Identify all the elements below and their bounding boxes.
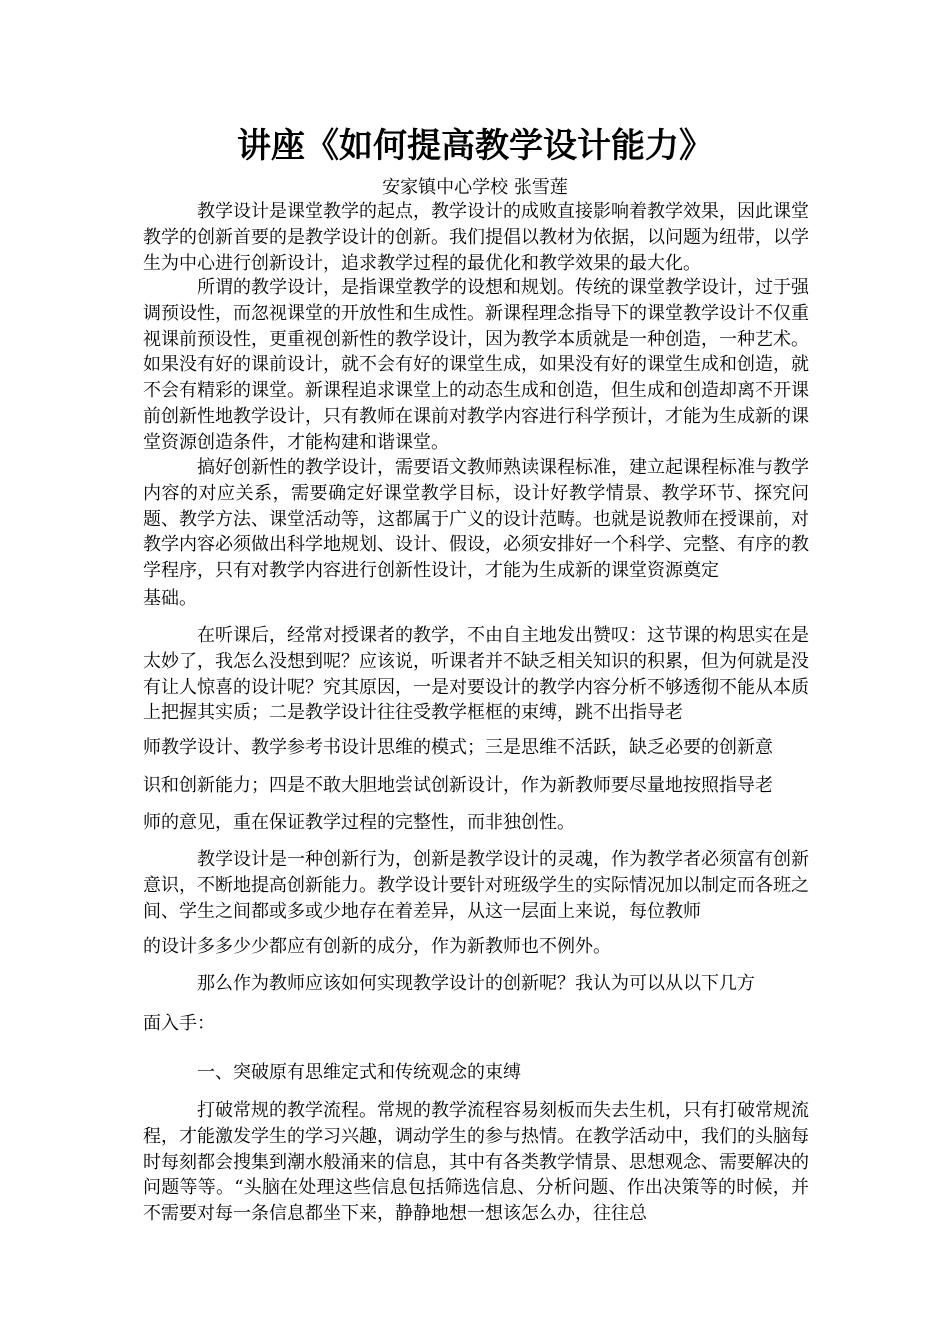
paragraph-5-line-4: 的设计多多少少都应有创新的成分，作为新教师也不例外。 <box>143 936 611 957</box>
paragraph-2: 所谓的教学设计，是指课堂教学的设想和规划。传统的课堂教学设计，过于强调预设性，而忽视课堂的开放性和生成性。新课程理念指导下的课堂教学设计不仅重视课前预设性，更重视创新性的教学设计，因为教学本质就是一种创造，一种艺术。如果没有好的课前设计，就不会有好的课堂生成，如果没有好的课堂生成和创造，就不会有精彩的课堂。新课程追求课堂上的动态生成和创造，但生成和创造却离不开课前创新性地教学设计，只有教师在课前对教学内容进行科学预计，才能为生成新的课堂资源创造条件，才能构建和谐课堂。 <box>143 277 809 453</box>
paragraph-3: 搞好创新性的教学设计，需要语文教师熟读课程标准，建立起课程标准与教学内容的对应关系，需要确定好课堂教学目标，设计好教学情景、教学环节、探究问题、教学方法、课堂活动等，这都属于广义的设计范畴。也就是说教师在授课前，对教学内容必须做出科学地规划、设计、假设，必须安排好一个科学、完整、有序的教学程序，只有对教学内容进行创新性设计，才能为生成新的课堂资源奠定 <box>143 457 809 582</box>
paragraph-6-line-2: 面入手： <box>143 1013 215 1034</box>
document-title: 讲座《如何提高教学设计能力》 <box>237 126 713 166</box>
paragraph-4-line-6: 识和创新能力；四是不敢大胆地尝试创新设计，作为新教师要尽量地按照指导老 <box>143 775 773 796</box>
paragraph-7: 打破常规的教学流程。常规的教学流程容易刻板而失去生机，只有打破常规流程，才能激发学生的学习兴趣，调动学生的参与热情。在教学活动中，我们的头脑每时每刻都会搜集到潮水般涌来的信息，其中有各类教学情景、思想观念、需要解决的问题等等。“头脑在处理这些信息包括筛选信息、分析问题、作出决策等的时候，并不需要对每一条信息都坐下来，静静地想一想该怎么办，往往总 <box>143 1100 809 1225</box>
paragraph-3-end: 基础。 <box>143 588 197 609</box>
paragraph-1: 教学设计是课堂教学的起点，教学设计的成败直接影响着教学效果，因此课堂教学的创新首要的是教学设计的创新。我们提倡以教材为依据，以问题为纽带，以学生为中心进行创新设计，追求教学过程的最优化和教学效果的最大化。 <box>143 201 809 274</box>
paragraph-6: 那么作为教师应该如何实现教学设计的创新呢？我认为可以从以下几方 <box>197 973 755 994</box>
paragraph-5: 教学设计是一种创新行为，创新是教学设计的灵魂，作为教学者必须富有创新意识，不断地提高创新能力。教学设计要针对班级学生的实际情况加以制定而各班之间、学生之间都或多或少地存在着差异，从这一层面上来说，每位教师 <box>143 849 809 922</box>
author-line: 安家镇中心学校 张雪莲 <box>382 177 568 198</box>
paragraph-4-line-5: 师教学设计、教学参考书设计思维的模式；三是思维不活跃，缺乏必要的创新意 <box>143 737 773 758</box>
paragraph-4: 在听课后，经常对授课者的教学，不由自主地发出赞叹：这节课的构思实在是太妙了，我怎么没想到呢？应该说，听课者并不缺乏相关知识的积累，但为何就是没有让人惊喜的设计呢？究其原因，一是对要设计的教学内容分析不够透彻不能从本质上把握其实质；二是教学设计往往受教学框框的束缚，跳不出指导老 <box>143 625 809 724</box>
paragraph-4-line-7: 师的意见，重在保证教学过程的完整性，而非独创性。 <box>143 812 575 833</box>
section-heading-1: 一、突破原有思维定式和传统观念的束缚 <box>197 1062 521 1083</box>
